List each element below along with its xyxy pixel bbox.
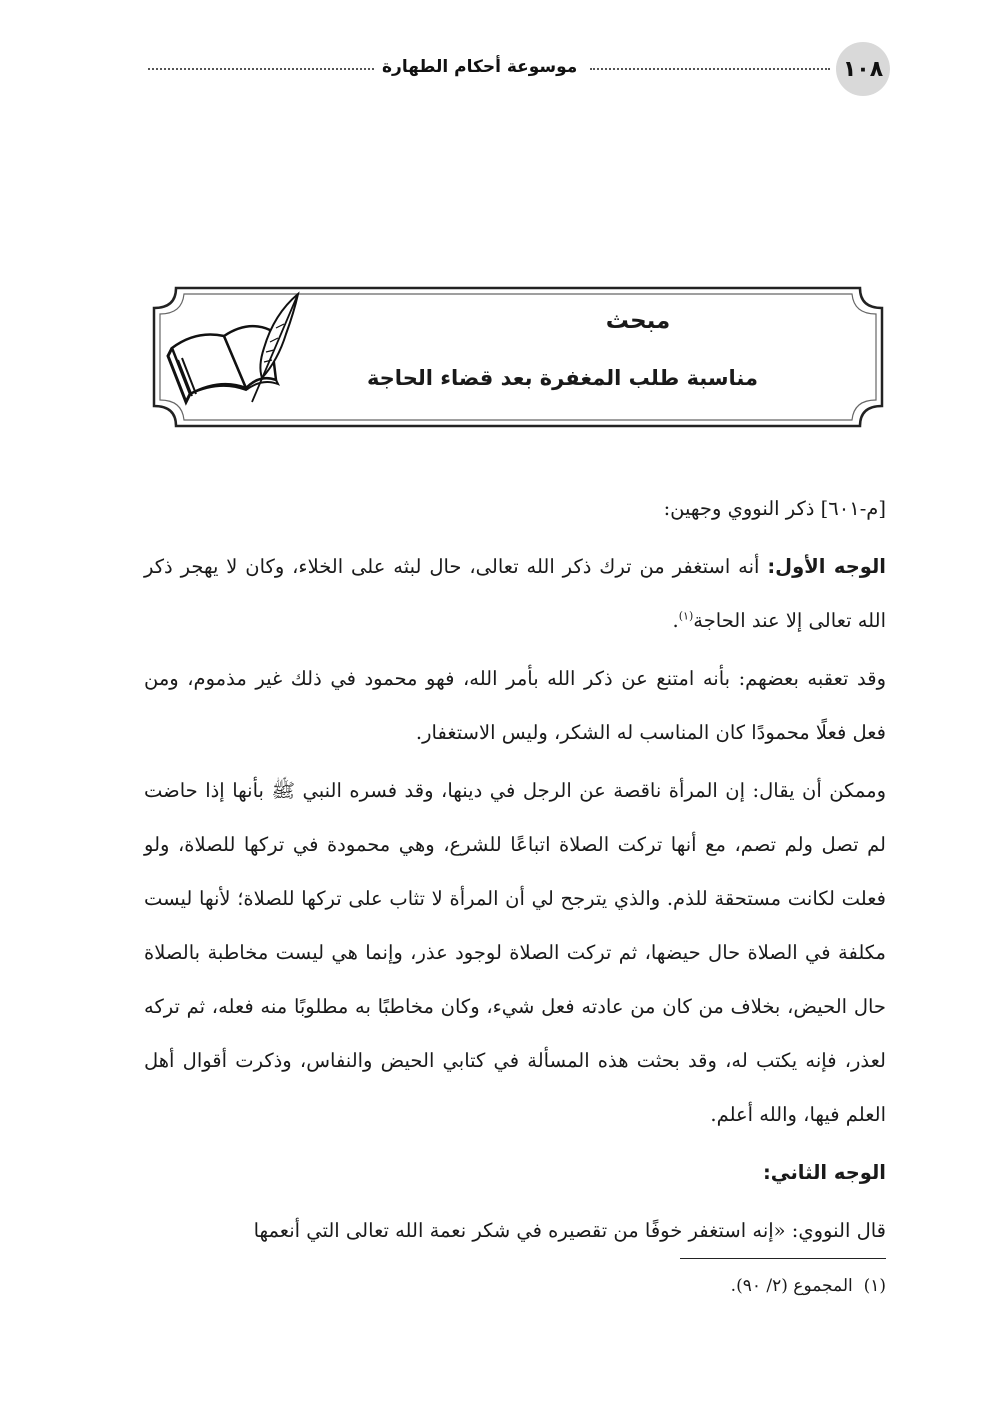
- paragraph: [144, 652, 886, 760]
- footnote-text: المجموع (٢/ ٩٠).: [730, 1276, 853, 1296]
- running-header: [140, 42, 890, 98]
- section-label: مبحث: [605, 308, 671, 334]
- book-and-quill-icon: [166, 290, 306, 408]
- section-title: مناسبة طلب المغفرة بعد قضاء الحاجة: [366, 366, 758, 390]
- section-title-box: [148, 282, 888, 432]
- paragraph: [144, 1204, 886, 1258]
- footnote: [731, 1276, 886, 1296]
- paragraph-heading: الوجه الأول:: [767, 555, 886, 578]
- paragraph-heading: الوجه الثاني:: [762, 1161, 886, 1184]
- paragraph-text: [م-٦٠١] ذكر النووي وجهين:: [663, 497, 886, 520]
- paragraph: [144, 482, 886, 536]
- paragraph-text: .: [672, 609, 679, 632]
- page-number: ١٠٨: [836, 42, 890, 96]
- paragraph-text: وممكن أن يقال: إن المرأة ناقصة عن الرجل في دينها، وقد فسره النبي ﷺ بأنها إذا حاضت لم تصل ولم تصم، مع أنها تركت الصلاة اتباعًا للشرع، وهي محمودة في تركها للصلاة، ولو فعلت لكانت مستحقة للذم. والذي يترجح لي أن المرأة لا تثاب على تركها للصلاة؛ لأنها ليست مكلفة في الصلاة حال حيضها، ثم تركت الصلاة لوجود عذر، وإنما هي ليست مخاطبة بالصلاة حال الحيض، بخلاف من كان من عادته فعل شيء، وكان مخاطبًا به مطلوبًا منه فعله، ثم تركه لعذر، فإنه يكتب له، وقد بحثت هذه المسألة في كتابي الحيض والنفاس، وذكرت أقوال أهل العلم فيها، والله أعلم.: [144, 779, 886, 1126]
- header-dots-left: [148, 68, 374, 70]
- footnote-number: (١): [863, 1276, 886, 1296]
- paragraph-text: قال النووي: «إنه استغفر خوفًا من تقصيره في شكر نعمة الله تعالى التي أنعمها: [253, 1219, 886, 1242]
- footnote-divider: [680, 1258, 886, 1259]
- header-dots-right: [590, 68, 830, 70]
- paragraph-text: وقد تعقبه بعضهم: بأنه امتنع عن ذكر الله بأمر الله، فهو محمود في ذلك غير مذموم، ومن فعل فعلًا محمودًا كان المناسب له الشكر، وليس الاستغفار.: [144, 667, 886, 744]
- running-title: موسوعة أحكام الطهارة: [382, 57, 578, 77]
- body-text: [144, 482, 886, 1262]
- footnote-ref[interactable]: (١): [678, 609, 694, 623]
- paragraph: [144, 540, 886, 648]
- paragraph: [144, 764, 886, 1142]
- paragraph: [144, 1146, 886, 1200]
- paragraph-text: أنه استغفر من ترك ذكر الله تعالى، حال لبثه على الخلاء، وكان لا يهجر ذكر الله تعالى إلا عند الحاجة: [144, 555, 886, 632]
